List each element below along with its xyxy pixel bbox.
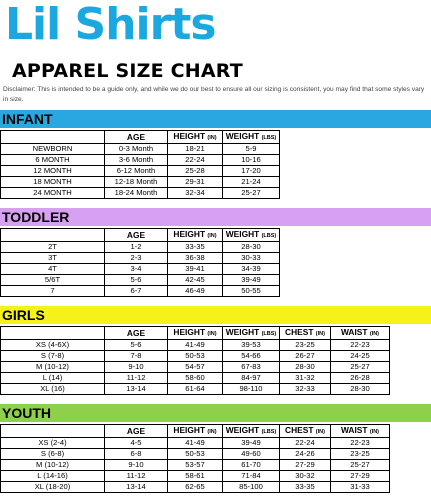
table-header-row	[1, 131, 280, 144]
age-cell: 6-7	[105, 286, 168, 297]
chest-cell: 30-32	[280, 471, 331, 482]
weight-cell: 67-83	[223, 362, 280, 373]
size-cell: L (14-16)	[1, 471, 105, 482]
girls-header: GIRLS	[0, 306, 431, 324]
col-chest: CHEST (IN)	[280, 327, 331, 340]
girls-table	[0, 326, 390, 395]
height-cell: 46-49	[168, 286, 223, 297]
weight-cell: 39-53	[223, 340, 280, 351]
waist-cell: 25-27	[331, 460, 390, 471]
height-cell: 50-53	[168, 351, 223, 362]
age-cell: 6-12 Month	[105, 166, 168, 177]
height-cell: 58-60	[168, 373, 223, 384]
weight-cell: 30-33	[223, 253, 280, 264]
table-row	[1, 242, 280, 253]
height-cell: 22-24	[168, 155, 223, 166]
chest-cell: 22-24	[280, 438, 331, 449]
age-cell: 13-14	[105, 384, 168, 395]
weight-cell: 50-55	[223, 286, 280, 297]
age-cell: 5-6	[105, 275, 168, 286]
table-row	[1, 253, 280, 264]
table-header-row	[1, 327, 390, 340]
waist-cell: 31-33	[331, 482, 390, 493]
age-cell: 2-3	[105, 253, 168, 264]
chest-cell: 24-26	[280, 449, 331, 460]
table-row	[1, 351, 390, 362]
infant-table	[0, 130, 280, 199]
size-cell: 12 MONTH	[1, 166, 105, 177]
height-cell: 39-41	[168, 264, 223, 275]
height-cell: 32-34	[168, 188, 223, 199]
col-weight: WEIGHT (LBS)	[223, 327, 280, 340]
weight-cell: 85-100	[223, 482, 280, 493]
height-cell: 53-57	[168, 460, 223, 471]
youth-header: YOUTH	[0, 404, 431, 422]
col-waist: WAIST (IN)	[331, 327, 390, 340]
height-cell: 50-53	[168, 449, 223, 460]
age-cell: 11-12	[105, 471, 168, 482]
height-cell: 41-49	[168, 340, 223, 351]
toddler-section	[0, 208, 431, 295]
page-title: APPAREL SIZE CHART	[12, 60, 243, 82]
size-cell: XS (4-6X)	[1, 340, 105, 351]
col-age: AGE	[105, 327, 168, 340]
col-height: HEIGHT (IN)	[168, 425, 223, 438]
height-cell: 36-38	[168, 253, 223, 264]
waist-cell: 27-29	[331, 471, 390, 482]
height-cell: 25-28	[168, 166, 223, 177]
size-cell: XL (16)	[1, 384, 105, 395]
size-cell: 2T	[1, 242, 105, 253]
table-header-row	[1, 425, 390, 438]
age-cell: 1-2	[105, 242, 168, 253]
table-row	[1, 362, 390, 373]
table-row	[1, 286, 280, 297]
waist-cell: 22-23	[331, 340, 390, 351]
size-cell: 5/6T	[1, 275, 105, 286]
weight-cell: 34-39	[223, 264, 280, 275]
size-cell: S (6-8)	[1, 449, 105, 460]
chest-cell: 33-35	[280, 482, 331, 493]
weight-cell: 61-70	[223, 460, 280, 471]
blank-cell	[1, 131, 105, 144]
col-weight: WEIGHT (LBS)	[223, 425, 280, 438]
waist-cell: 26-28	[331, 373, 390, 384]
size-cell: 3T	[1, 253, 105, 264]
toddler-header: TODDLER	[0, 208, 431, 226]
size-cell: XS (2-4)	[1, 438, 105, 449]
waist-cell: 22-23	[331, 438, 390, 449]
age-cell: 9-10	[105, 362, 168, 373]
toddler-table	[0, 228, 280, 297]
weight-cell: 28-30	[223, 242, 280, 253]
table-row	[1, 482, 390, 493]
height-cell: 42-45	[168, 275, 223, 286]
weight-cell: 71-84	[223, 471, 280, 482]
height-cell: 62-65	[168, 482, 223, 493]
table-header-row	[1, 229, 280, 242]
brand-logo: Lil Shirts	[5, 0, 216, 50]
infant-header: INFANT	[0, 110, 431, 128]
age-cell: 0-3 Month	[105, 144, 168, 155]
col-waist: WAIST (IN)	[331, 425, 390, 438]
size-cell: 7	[1, 286, 105, 297]
chest-cell: 27-29	[280, 460, 331, 471]
size-cell: 4T	[1, 264, 105, 275]
age-cell: 11-12	[105, 373, 168, 384]
table-row	[1, 449, 390, 460]
chest-cell: 23-25	[280, 340, 331, 351]
chest-cell: 26-27	[280, 351, 331, 362]
table-row	[1, 460, 390, 471]
table-row	[1, 438, 390, 449]
youth-section	[0, 404, 431, 491]
size-cell: L (14)	[1, 373, 105, 384]
weight-cell: 39-49	[223, 438, 280, 449]
height-cell: 54-57	[168, 362, 223, 373]
age-cell: 5-6	[105, 340, 168, 351]
age-cell: 7-8	[105, 351, 168, 362]
height-cell: 58-61	[168, 471, 223, 482]
age-cell: 3-4	[105, 264, 168, 275]
col-height: HEIGHT (IN)	[168, 327, 223, 340]
table-row	[1, 373, 390, 384]
age-cell: 13-14	[105, 482, 168, 493]
height-cell: 41-49	[168, 438, 223, 449]
table-row	[1, 384, 390, 395]
size-cell: 24 MONTH	[1, 188, 105, 199]
age-cell: 6-8	[105, 449, 168, 460]
weight-cell: 5-9	[223, 144, 280, 155]
waist-cell: 28-30	[331, 384, 390, 395]
table-row	[1, 340, 390, 351]
weight-cell: 17-20	[223, 166, 280, 177]
col-height: HEIGHT (IN)	[168, 131, 223, 144]
table-row	[1, 275, 280, 286]
height-cell: 18-21	[168, 144, 223, 155]
weight-cell: 49-60	[223, 449, 280, 460]
size-cell: M (10-12)	[1, 362, 105, 373]
weight-cell: 98-110	[223, 384, 280, 395]
waist-cell: 25-27	[331, 362, 390, 373]
size-cell: M (10-12)	[1, 460, 105, 471]
age-cell: 4-5	[105, 438, 168, 449]
age-cell: 3-6 Month	[105, 155, 168, 166]
col-weight: WEIGHT (LBS)	[223, 131, 280, 144]
weight-cell: 84-97	[223, 373, 280, 384]
age-cell: 18-24 Month	[105, 188, 168, 199]
size-cell: XL (18-20)	[1, 482, 105, 493]
size-cell: NEWBORN	[1, 144, 105, 155]
youth-table	[0, 424, 390, 493]
table-row	[1, 177, 280, 188]
blank-cell	[1, 229, 105, 242]
weight-cell: 54-66	[223, 351, 280, 362]
table-row	[1, 166, 280, 177]
table-row	[1, 144, 280, 155]
waist-cell: 23-25	[331, 449, 390, 460]
size-cell: 18 MONTH	[1, 177, 105, 188]
weight-cell: 25-27	[223, 188, 280, 199]
size-cell: 6 MONTH	[1, 155, 105, 166]
col-age: AGE	[105, 229, 168, 242]
col-age: AGE	[105, 425, 168, 438]
table-row	[1, 264, 280, 275]
blank-cell	[1, 425, 105, 438]
col-height: HEIGHT (IN)	[168, 229, 223, 242]
age-cell: 12-18 Month	[105, 177, 168, 188]
size-cell: S (7-8)	[1, 351, 105, 362]
age-cell: 9-10	[105, 460, 168, 471]
height-cell: 33-35	[168, 242, 223, 253]
weight-cell: 10-16	[223, 155, 280, 166]
girls-section	[0, 306, 431, 393]
waist-cell: 24-25	[331, 351, 390, 362]
table-row	[1, 188, 280, 199]
col-weight: WEIGHT (LBS)	[223, 229, 280, 242]
chest-cell: 28-30	[280, 362, 331, 373]
height-cell: 61-64	[168, 384, 223, 395]
col-age: AGE	[105, 131, 168, 144]
disclaimer-text: Disclaimer: This is intended to be a guide only, and while we do our best to ensure all our sizing is consistent, you may find that some styles vary in size.	[3, 86, 425, 103]
table-row	[1, 155, 280, 166]
infant-section	[0, 110, 431, 197]
weight-cell: 39-49	[223, 275, 280, 286]
chest-cell: 32-33	[280, 384, 331, 395]
table-row	[1, 471, 390, 482]
weight-cell: 21-24	[223, 177, 280, 188]
height-cell: 29-31	[168, 177, 223, 188]
col-chest: CHEST (IN)	[280, 425, 331, 438]
chest-cell: 31-32	[280, 373, 331, 384]
blank-cell	[1, 327, 105, 340]
